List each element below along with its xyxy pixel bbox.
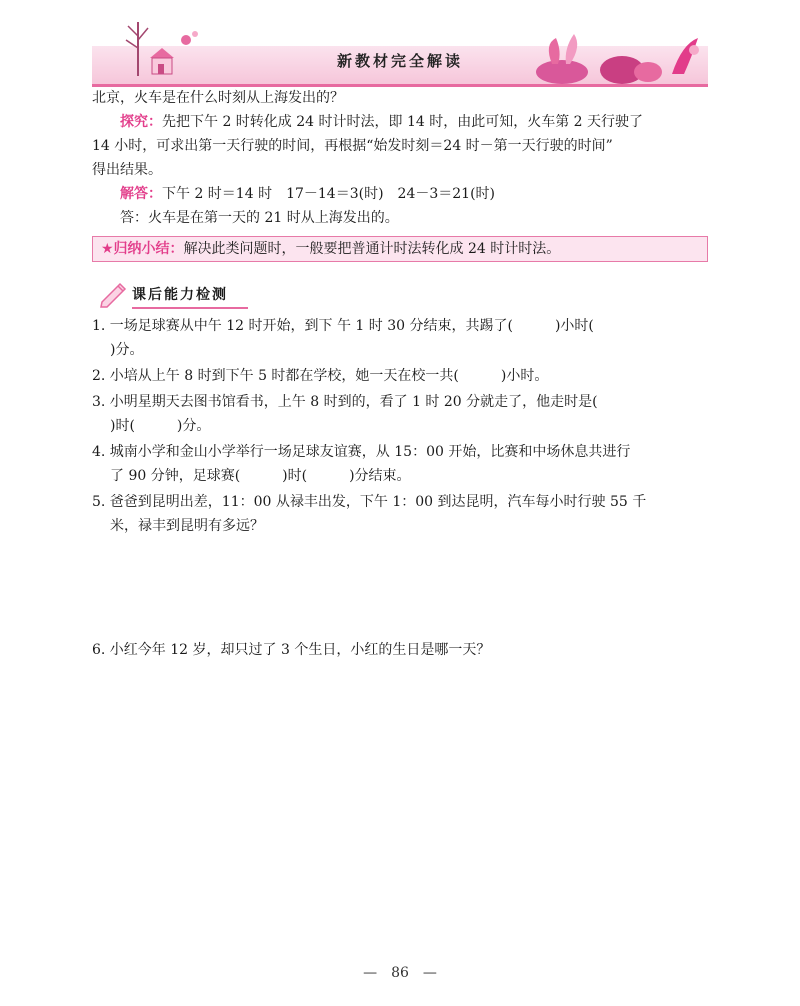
summary-text: 解决此类问题时，一般要把普通计时法转化成 24 时计时法。 <box>183 241 561 257</box>
intro-question: 北京，火车是在什么时刻从上海发出的？ <box>92 90 344 106</box>
tanjiu-paragraph <box>92 110 708 134</box>
summary-box <box>92 236 708 262</box>
section-title: 课后能力检测 <box>132 287 228 303</box>
flower-icon <box>522 24 708 84</box>
tree-house-icon <box>100 14 210 84</box>
answer-reply: 答：火车是在第一天的 21 时从上海发出的。 <box>120 210 399 226</box>
answer-line <box>92 182 708 206</box>
question-1-line-1: 1. 一场足球赛从中午 12 时开始，到下 午 1 时 30 分结束，共踢了( )小时( <box>92 318 594 334</box>
question-5-line-2: 米，禄丰到昆明有多远？ <box>110 518 264 534</box>
question-4-line-2: 了 90 分钟，足球赛( )时( )分结束。 <box>110 468 411 484</box>
page-number: — 86 — <box>363 965 437 981</box>
answer-text: 下午 2 时＝14 时 17－14＝3(时) 24－3＝21(时) <box>162 186 495 202</box>
question-1-line-2: )分。 <box>110 342 144 358</box>
question-3-line-2: )时( )分。 <box>110 418 211 434</box>
question-2: 2. 小培从上午 8 时到下午 5 时都在学校，她一天在校一共( )小时。 <box>92 368 549 384</box>
question-5-line-1: 5. 爸爸到昆明出差，11：00 从禄丰出发，下午 1：00 到达昆明，汽车每小时行驶 55 千 <box>92 494 647 510</box>
section-underline <box>132 307 248 309</box>
tanjiu-text-3: 得出结果。 <box>92 162 162 178</box>
tanjiu-label: 探究： <box>120 114 162 130</box>
question-4-line-1: 4. 城南小学和金山小学举行一场足球友谊赛，从 15：00 开始，比赛和中场休息共进行 <box>92 444 631 460</box>
page-content <box>92 86 708 662</box>
page-header <box>92 14 708 84</box>
tanjiu-text-1: 先把下午 2 时转化成 24 时计时法，即 14 时，由此可知，火车第 2 天行驶了 <box>162 114 644 130</box>
answer-label: 解答： <box>120 186 162 202</box>
section-header <box>92 278 708 312</box>
summary-label: ★归纳小结： <box>101 241 184 257</box>
answer-space <box>92 538 708 636</box>
question-3-line-1: 3. 小明星期天去图书馆看书，上午 8 时到的，看了 1 时 20 分就走了，他走时是( <box>92 394 598 410</box>
pencil-icon <box>98 280 128 308</box>
tanjiu-text-2: 14 小时，可求出第一天行驶的时间，再根据“始发时刻＝24 时－第一天行驶的时间” <box>92 138 613 154</box>
header-title: 新教材完全解读 <box>336 52 463 70</box>
question-6: 6. 小红今年 12 岁，却只过了 3 个生日，小红的生日是哪一天？ <box>92 642 491 658</box>
